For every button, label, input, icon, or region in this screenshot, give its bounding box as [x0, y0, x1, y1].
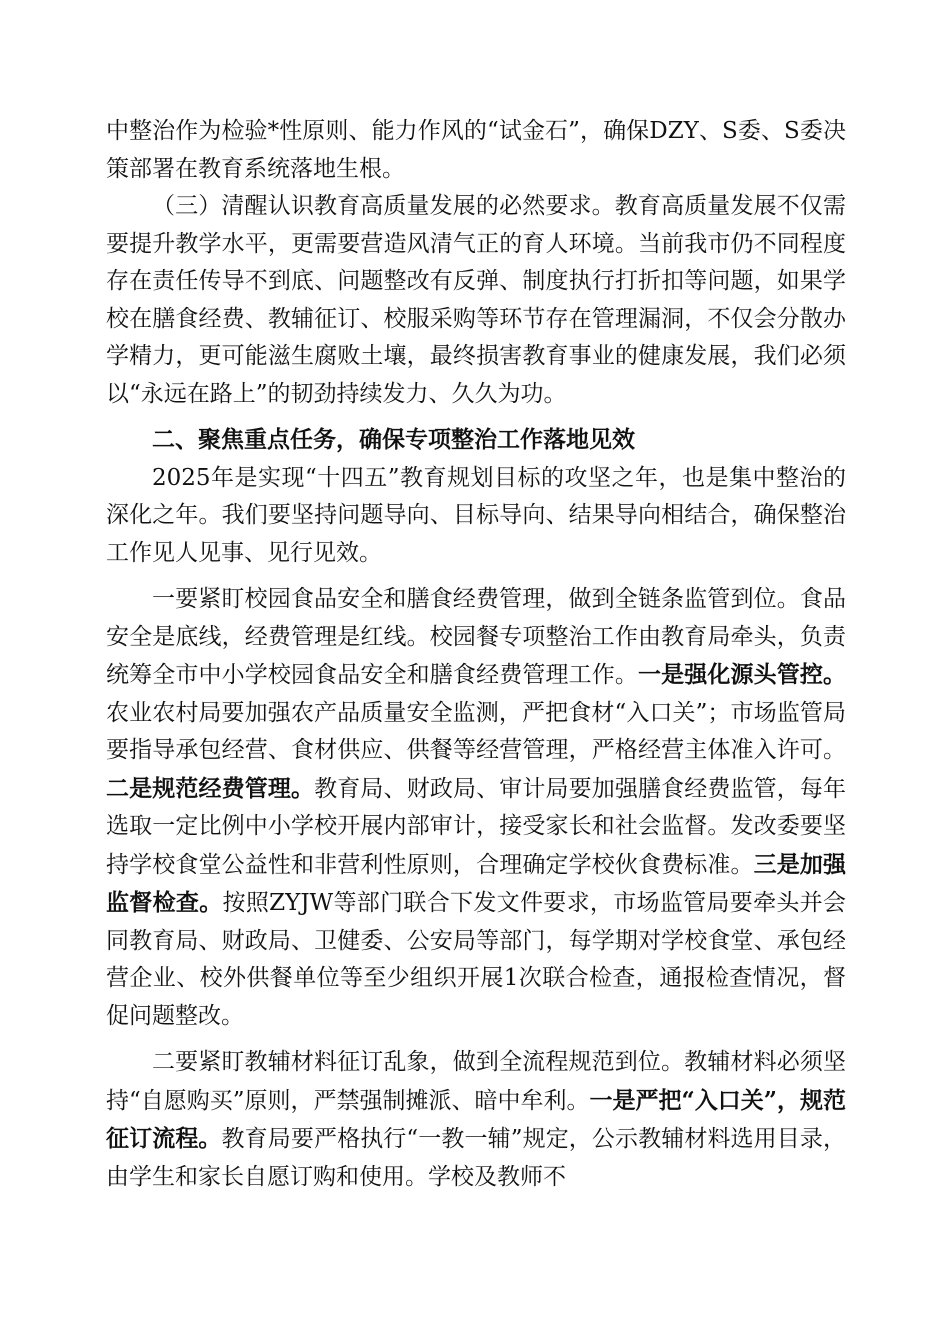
materials-point-one-title: 一是严把“入口关”，规范征订流程。 — [106, 1086, 846, 1152]
materials-point-one-text: 教育局要严格执行“一教一辅”规定，公示教辅材料选用目录，由学生和家长自愿订购和使用。学校及教师不 — [106, 1126, 846, 1190]
document-page — [106, 113, 846, 1196]
food-safety-point-three-text: 按照ZYJW等部门联合下发文件要求，市场监管局要牵头并会同教育局、财政局、卫健委、公安局等部门，每学期对学校食堂、承包经营企业、校外供餐单位等至少组织开展1次联合检查，通报检查情况，督促问题整改。 — [106, 890, 846, 1029]
food-safety-point-three-title: 三是加强监督检查。 — [106, 850, 847, 916]
paragraph-teaching-materials — [106, 1044, 846, 1196]
paragraph-2025-goals: 2025年是实现“十四五”教育规划目标的攻坚之年，也是集中整治的深化之年。我们要坚持问题导向、目标导向、结果导向相结合，确保整治工作见人见事、见行见效。 — [106, 464, 846, 566]
section-heading-two: 二、聚焦重点任务，确保专项整治工作落地见效 — [152, 427, 635, 453]
paragraph-continuation: 中整治作为检验*性原则、能力作风的“试金石”，确保DZY、S委、S委决策部署在教育系统落地生根。 — [106, 118, 846, 182]
food-safety-intro: 一要紧盯校园食品安全和膳食经费管理，做到全链条监管到位。食品安全是底线，经费管理是红线。校园餐专项整治工作由教育局牵头，负责统筹全市中小学校园食品安全和膳食经费管理工作。 — [106, 586, 846, 688]
food-safety-point-two-text: 教育局、财政局、审计局要加强膳食经费监管，每年选取一定比例中小学校开展内部审计，接受家长和社会监督。发改委要坚持学校食堂公益性和非营利性原则，合理确定学校伙食费标准。 — [106, 775, 847, 878]
food-safety-point-one-text: 农业农村局要加强农产品质量安全监测，严把食材“入口关”；市场监管局要指导承包经营、食材供应、供餐等经营管理，严格经营主体准入许可。 — [106, 699, 846, 763]
food-safety-point-two-title: 二是规范经费管理。 — [106, 774, 315, 802]
food-safety-point-one-title: 一是强化源头管控。 — [637, 661, 847, 688]
materials-intro: 二要紧盯教辅材料征订乱象，做到全流程规范到位。教辅材料必须坚持“自愿购买”原则，严禁强制摊派、暗中牟利。 — [106, 1049, 846, 1114]
paragraph-section-three: （三）清醒认识教育高质量发展的必然要求。教育高质量发展不仅需要提升教学水平，更需要营造风清气正的育人环境。当前我市仍不同程度存在责任传导不到底、问题整改有反弹、制度执行打折扣等问题，如果学校在膳食经费、教辅征订、校服采购等环节存在管理漏洞，不仅会分散办学精力，更可能滋生腐败土壤，最终损害教育事业的健康发展，我们必须以“永远在路上”的韧劲持续发力、久久为功。 — [106, 193, 846, 407]
paragraph-food-safety — [106, 581, 846, 1035]
